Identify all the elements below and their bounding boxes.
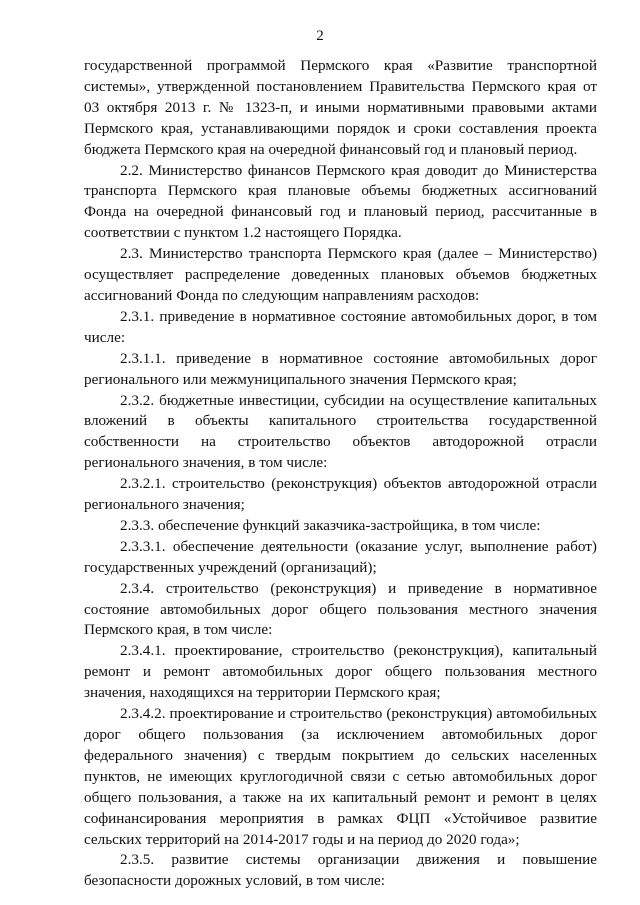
paragraph-2-3-1: 2.3.1. приведение в нормативное состояние автомобильных дорог, в том числе: <box>84 307 597 346</box>
paragraph-2-3: 2.3. Министерство транспорта Пермского края (далее – Министерство) осуществляет распределение доведенных плановых объемов бюджетных ассигнований Фонда по следующим направлениям расходов: <box>84 245 597 304</box>
paragraph-2-3-4-2: 2.3.4.2. проектирование и строительство (реконструкция) автомобильных дорог общего пользования (за исключением автомобильных дорог федерального значения) с твердым покрытием до сельских населенных пунктов, не имеющих круглогодичной связи с сетью автомобильных дорог общего пользования, а также на их капитальный ремонт и ремонт в целях софинансирования мероприятия в рамках ФЦП «Устойчивое развитие сельских территорий на 2014-2017 годы и на период до 2020 года»; <box>84 705 597 848</box>
paragraph-2-3-5: 2.3.5. развитие системы организации движения и повышение безопасности дорожных условий, в том числе: <box>84 851 597 890</box>
page-number: 2 <box>316 28 324 44</box>
paragraph-2-2: 2.2. Министерство финансов Пермского края доводит до Министерства транспорта Пермского края плановые объемы бюджетных ассигнований Фонда на очередной финансовый год и плановый период, рассчитанные в соответствии с пунктом 1.2 настоящего Порядка. <box>84 161 597 242</box>
document-body <box>84 56 597 892</box>
paragraph-2-3-2-1: 2.3.2.1. строительство (реконструкция) объектов автодорожной отрасли регионального значения; <box>84 475 597 514</box>
paragraph-program-reference: государственной программой Пермского края «Развитие транспортной системы», утвержденной постановлением Правительства Пермского края от 03 октября 2013 г. № 1323-п, и иными нормативными правовыми актами Пермского края, устанавливающими порядок и сроки составления проекта бюджета Пермского края на очередной финансовый год и плановый период. <box>84 57 597 158</box>
paragraph-2-3-4-1: 2.3.4.1. проектирование, строительство (реконструкция), капитальный ремонт и ремонт автомобильных дорог общего пользования местного значения, находящихся на территории Пермского края; <box>84 642 597 702</box>
paragraph-2-3-2: 2.3.2. бюджетные инвестиции, субсидии на осуществление капитальных вложений в объекты капитального строительства государственной собственности на строительство объектов автодорожной отрасли регионального значения, в том числе: <box>84 391 597 472</box>
paragraph-2-3-3-1: 2.3.3.1. обеспечение деятельности (оказание услуг, выполнение работ) государственных учреждений (организаций); <box>84 537 597 576</box>
paragraph-2-3-1-1: 2.3.1.1. приведение в нормативное состояние автомобильных дорог регионального или межмуниципального значения Пермского края; <box>84 349 597 388</box>
paragraph-2-3-4: 2.3.4. строительство (реконструкция) и приведение в нормативное состояние автомобильных дорог общего пользования местного значения Пермского края, в том числе: <box>84 579 597 639</box>
paragraph-2-3-3: 2.3.3. обеспечение функций заказчика-застройщика, в том числе: <box>120 516 541 534</box>
